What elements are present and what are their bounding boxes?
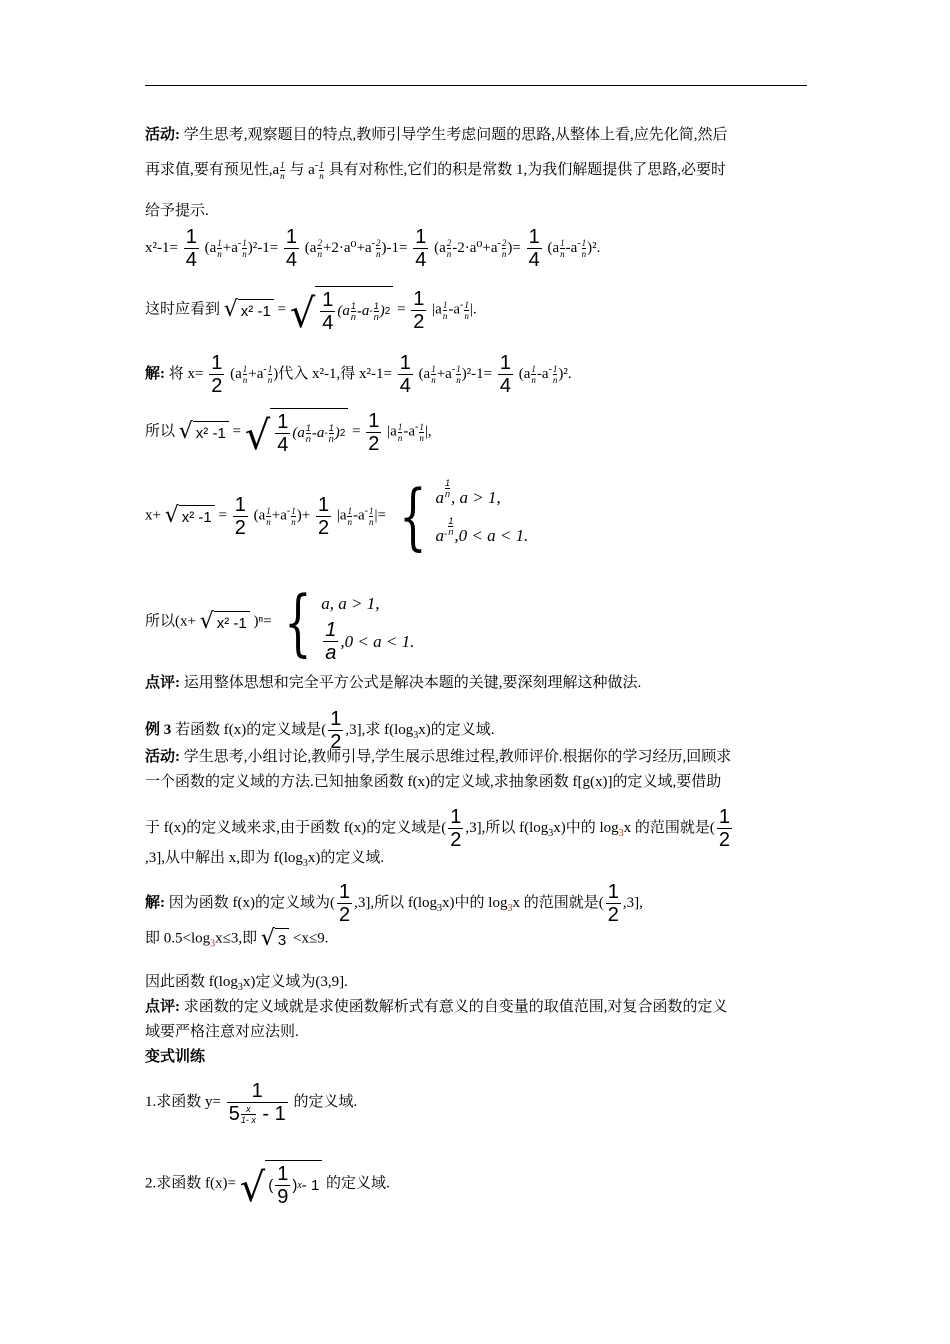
activity1-line2: 再求值,要有预见性,a $\frac{1}{n}$ 与 a- $\frac{1}{n}$ 具有对称性,它们的积是常数 1,为我们解题提供了思路,必要时 — [145, 159, 726, 181]
header-rule — [145, 85, 807, 86]
activity2-line2: 一个函数的定义域的方法.已知抽象函数 f(x)的定义域,求抽象函数 f[g(x)]的定义域,要借助 — [145, 774, 722, 790]
activity2-line4: ,3],从中解出 x,即为 $f(\log_3x)$的定义域. — [145, 850, 385, 869]
sqrt-x2-1: √ x² -1 — [224, 299, 274, 321]
piecewise-brace: { a 1 n , a > 1, a - 1 n ,0 < a < 1. — [398, 474, 529, 558]
activity1-line3: 给予提示. — [145, 203, 209, 219]
comment1-line: 点评: 运用整体思想和完全平方公式是解决本题的关键,要深刻理解这种做法. — [145, 675, 642, 691]
exercise2-line: 2.求函数 f(x)= √ ( $\frac{1}{9}$ ) x - 1 的定义域. — [145, 1160, 390, 1208]
so-sqrt-line: 所以 √ x² -1 = √ $\frac{1}{4}$ (a 1 n - a - 1 n ) 2 = $\frac{1}{2}$ |a $\frac{1}{n}$ -a- $\frac{1}{n}$ |, — [145, 409, 432, 459]
activity2-line1: 活动: 学生思考,小组讨论,教师引导,学生展示思维过程,教师评价.根据你的学习经历,回顾求 — [145, 749, 732, 765]
variant-heading: 变式训练 — [145, 1049, 206, 1065]
activity-label: 活动 — [145, 127, 176, 143]
sqrt-3: √ 3 — [261, 928, 289, 950]
frac-1-4: $\frac{1}{4}$ — [185, 226, 197, 271]
sqrt-quarter-expr: √ $\frac{1}{4}$ (a 1 n - a - 1 n ) 2 — [290, 286, 394, 334]
example3-line: 例 3 若函数 f(x)的定义域是( $\frac{1}{2}$ ,3],求 $f(\log_3x)$的定义域. — [145, 708, 495, 753]
so-power-line: 所以(x+ √ x² -1 )ⁿ= { a, a > 1, $\frac{1}{a}$ ,0 < a < 1. — [145, 580, 415, 664]
exercise1-line: 1.求函数 y= 1 5 $\frac{x}{1- x}$ - 1 的定义域. — [145, 1080, 358, 1126]
comment2-line2: 域要严格注意对应法则. — [145, 1024, 299, 1040]
xplus-cases-line: x+ √ x² -1 = $\frac{1}{2}$ (a $\frac{1}{n}$ +a- $\frac{1}{n}$ )+ $\frac{1}{2}$ |a $\frac{1}{n}$ -a- $\frac{1}{n}$ |= { a 1 n , a > 1, a - 1 n ,0 < a < 1. — [145, 474, 529, 558]
exercise1-fraction: 1 5 $\frac{x}{1- x}$ - 1 — [228, 1080, 286, 1126]
solution2-line3: 因此函数 $f(\log_3x)$定义域为(3,9]. — [145, 974, 348, 993]
solution2-line1: 解: 因为函数 f(x)的定义域为( $\frac{1}{2}$ ,3],所以 $f(\log_3x)$中的 $\log_3x$ 的范围就是( $\frac{1}{2}$ ,3], — [145, 881, 643, 926]
solution2-line2: 即 $0.5<\log_3x\le 3$,即 √ 3 <x≤9. — [145, 926, 329, 951]
exercise2-sqrt: √ ( $\frac{1}{9}$ ) x - 1 — [240, 1160, 323, 1208]
solution-label: 解 — [145, 365, 161, 382]
solution1-line: 解: 将 x= $\frac{1}{2}$ (a $\frac{1}{n}$ +a- $\frac{1}{n}$ )代入 x²-1,得 x²-1= $\frac{1}{4}$ (a $\frac{1}{n}$ +a- $\frac{1}{n}$ )²-1= $\frac{1}{4}$ (a $\frac{1}{n}$ -a- $\frac{1}{n}$ )². — [145, 352, 572, 397]
exp-1-over-n: $\frac{1}{n}$ — [280, 160, 285, 181]
comment2-line1: 点评: 求函数的定义域就是求使函数解析式有意义的自变量的取值范围,对复合函数的定义 — [145, 999, 728, 1015]
comment-label: 点评 — [145, 675, 176, 691]
look-line: 这时应看到 √ x² -1 = √ $\frac{1}{4}$ (a 1 n - a - 1 n ) 2 = $\frac{1}{2}$ |a $\frac{1}{n}$ -a- $\frac{1}{n}$ |. — [145, 287, 477, 337]
example3-label: 例 3 — [145, 721, 172, 738]
activity1-line1: 活动: 学生思考,观察题目的特点,教师引导学生考虑问题的思路,从整体上看,应先化简,然后 — [145, 127, 728, 143]
expansion-line: x²-1= $\frac{1}{4}$ (a $\frac{1}{n}$ +a- $\frac{1}{n}$ )²-1= $\frac{1}{4}$ (a $\frac{2}{n}$ +2·a⁰+a- $\frac{2}{n}$ )-1= $\frac{1}{4}$ (a $\frac{2}{n}$ -2·a⁰+a- $\frac{2}{n}$ )= $\frac{1}{4}$ (a $\frac{1}{n}$ -a- $\frac{1}{n}$ )². — [145, 226, 601, 271]
activity2-line3: 于 f(x)的定义域来求,由于函数 f(x)的定义域是( $\frac{1}{2}$ ,3],所以 $f(\log_3x)$中的 $\log_3x$ 的范围就是( $\frac{1}{2}$ — [145, 806, 731, 851]
